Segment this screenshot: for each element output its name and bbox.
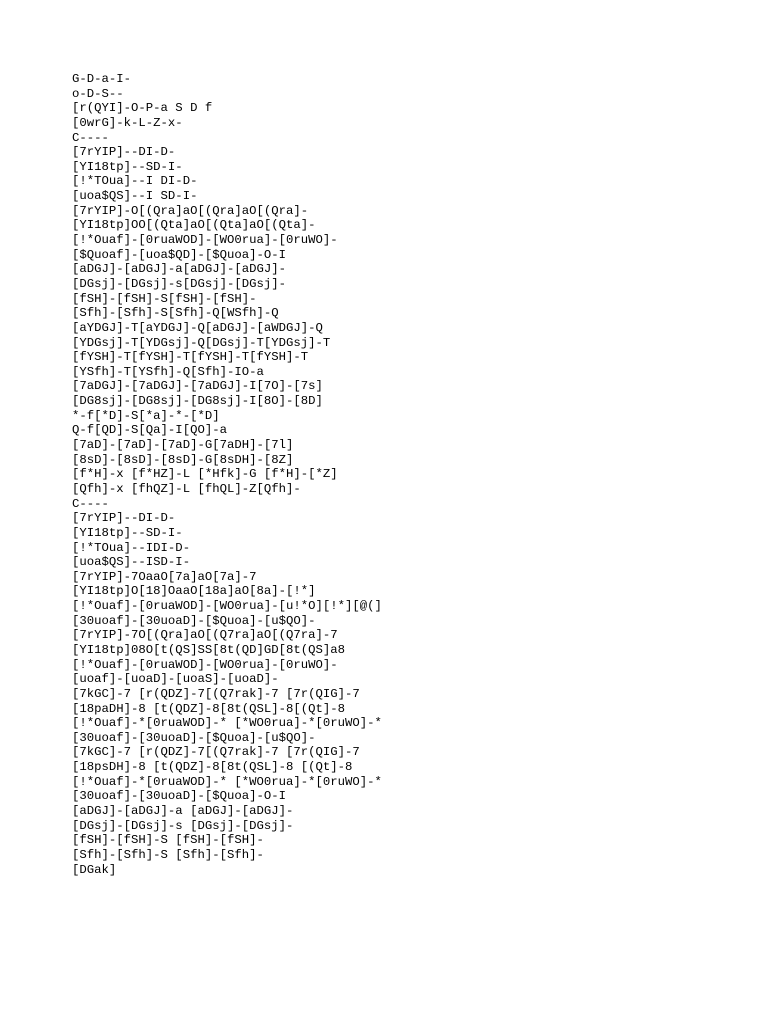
text-line: [r(QYI]-O-P-a S D f <box>72 101 213 116</box>
text-line: [18psDH]-8 [t(QDZ]-8[8t(QSL]-8 [(Qt]-8 <box>72 760 353 775</box>
text-line: [!*Ouaf]-*[0ruaWOD]-* [*WO0rua]-*[0ruWO]-* <box>72 716 382 731</box>
text-line: [YSfh]-T[YSfh]-Q[Sfh]-IO-a <box>72 364 264 379</box>
text-line: [uoa$QS]--ISD-I- <box>72 555 191 570</box>
text-line: [Qfh]-x [fhQZ]-L [fhQL]-Z[Qfh]- <box>72 481 301 496</box>
text-line: [7rYIP]--DI-D- <box>72 145 176 160</box>
text-line: [YI18tp]O[18]OaaO[18a]aO[8a]-[!*] <box>72 584 316 599</box>
text-line: [7kGC]-7 [r(QDZ]-7[(Q7rak]-7 [7r(QIG]-7 <box>72 745 360 760</box>
text-line: [!*Ouaf]-[0ruaWOD]-[WO0rua]-[u!*O][!*][@(] <box>72 599 382 614</box>
text-line: [7kGC]-7 [r(QDZ]-7[(Q7rak]-7 [7r(QIG]-7 <box>72 686 360 701</box>
text-line: [DGsj]-[DGsj]-s[DGsj]-[DGsj]- <box>72 276 287 291</box>
text-line: [DG8sj]-[DG8sj]-[DG8sj]-I[8O]-[8D] <box>72 394 323 409</box>
text-line: [aDGJ]-[aDGJ]-a [aDGJ]-[aDGJ]- <box>72 804 294 819</box>
text-line: [0wrG]-k-L-Z-x- <box>72 115 183 130</box>
text-line: [!*Ouaf]-[0ruaWOD]-[WO0rua]-[0ruWO]- <box>72 233 338 248</box>
text-line: *-f[*D]-S[*a]-*-[*D] <box>72 408 220 423</box>
text-line: [Sfh]-[Sfh]-S[Sfh]-Q[WSfh]-Q <box>72 306 279 321</box>
text-line: [Sfh]-[Sfh]-S [Sfh]-[Sfh]- <box>72 847 264 862</box>
text-line: [YI18tp]08O[t(QS]SS[8t(QD]GD[8t(QS]a8 <box>72 642 346 657</box>
text-line: [DGsj]-[DGsj]-s [DGsj]-[DGsj]- <box>72 818 294 833</box>
text-line: [7aDGJ]-[7aDGJ]-[7aDGJ]-I[7O]-[7s] <box>72 379 323 394</box>
text-line: [18paDH]-8 [t(QDZ]-8[8t(QSL]-8[(Qt]-8 <box>72 701 346 716</box>
text-line: [uoaf]-[uoaD]-[uoaS]-[uoaD]- <box>72 672 279 687</box>
text-line: [aDGJ]-[aDGJ]-a[aDGJ]-[aDGJ]- <box>72 262 287 277</box>
text-line: [f*H]-x [f*HZ]-L [*Hfk]-G [f*H]-[*Z] <box>72 467 338 482</box>
text-line: [7rYIP]-7OaaO[7a]aO[7a]-7 <box>72 569 257 584</box>
text-line: [7aD]-[7aD]-[7aD]-G[7aDH]-[7l] <box>72 438 294 453</box>
text-line: G-D-a-I- <box>72 72 132 86</box>
text-line: Q-f[QD]-S[Qa]-I[QO]-a <box>72 423 227 438</box>
text-line: [DGak] <box>72 862 117 877</box>
text-line: C---- <box>72 130 109 145</box>
text-line: [aYDGJ]-T[aYDGJ]-Q[aDGJ]-[aWDGJ]-Q <box>72 320 323 335</box>
text-line: [YI18tp]OO[(Qta]aO[(Qta]aO[(Qta]- <box>72 218 316 233</box>
text-line: [uoa$QS]--I SD-I- <box>72 189 198 204</box>
text-line: [!*TOua]--I DI-D- <box>72 174 198 189</box>
text-line: [30uoaf]-[30uoaD]-[$Quoa]-O-I <box>72 789 287 804</box>
text-line: [30uoaf]-[30uoaD]-[$Quoa]-[u$QO]- <box>72 613 316 628</box>
music-notation-text <box>72 72 382 877</box>
text-line: [YI18tp]--SD-I- <box>72 159 183 174</box>
text-line: [fSH]-[fSH]-S[fSH]-[fSH]- <box>72 291 257 306</box>
text-line: [YI18tp]--SD-I- <box>72 525 183 540</box>
text-line: [7rYIP]--DI-D- <box>72 511 176 526</box>
text-line: [8sD]-[8sD]-[8sD]-G[8sDH]-[8Z] <box>72 452 294 467</box>
text-line: [!*Ouaf]-*[0ruaWOD]-* [*WO0rua]-*[0ruWO]-* <box>72 774 382 789</box>
text-line: C---- <box>72 496 109 511</box>
text-line: [7rYIP]-O[(Qra]aO[(Qra]aO[(Qra]- <box>72 203 309 218</box>
text-line: [$Quoaf]-[uoa$QD]-[$Quoa]-O-I <box>72 247 287 262</box>
text-line: [30uoaf]-[30uoaD]-[$Quoa]-[u$QO]- <box>72 730 316 745</box>
text-line: [fSH]-[fSH]-S [fSH]-[fSH]- <box>72 833 264 848</box>
text-line: [!*Ouaf]-[0ruaWOD]-[WO0rua]-[0ruWO]- <box>72 657 338 672</box>
text-line: [!*TOua]--IDI-D- <box>72 540 191 555</box>
text-line: o-D-S-- <box>72 86 124 101</box>
text-line: [7rYIP]-7O[(Qra]aO[(Q7ra]aO[(Q7ra]-7 <box>72 628 338 643</box>
text-line: [fYSH]-T[fYSH]-T[fYSH]-T[fYSH]-T <box>72 350 309 365</box>
text-line: [YDGsj]-T[YDGsj]-Q[DGsj]-T[YDGsj]-T <box>72 335 331 350</box>
